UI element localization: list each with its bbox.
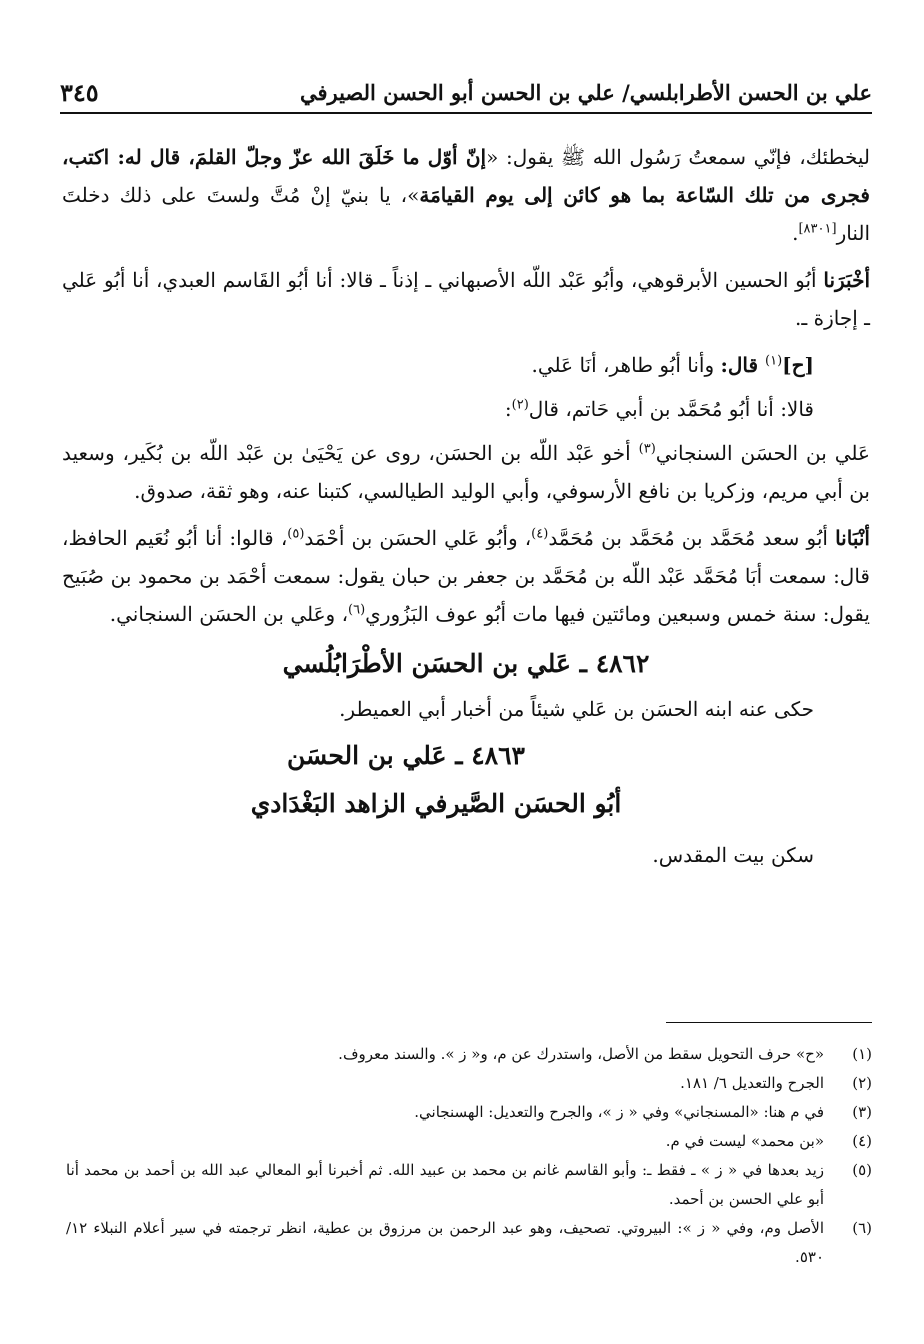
footnote [66, 1040, 872, 1069]
footnote [66, 1214, 872, 1272]
page-number: ٣٤٥ [60, 77, 99, 107]
footnote [66, 1127, 872, 1156]
hadith-intro: ليخطئك، فإنّي سمعتُ رَسُول الله ﷺ يقول: « [486, 145, 870, 169]
footnote [66, 1098, 872, 1127]
main-text [62, 138, 870, 880]
footnote-ref-6: (٦) [348, 602, 366, 618]
footnote-number: (٣) [852, 1103, 872, 1121]
paragraph-hadith [62, 138, 870, 252]
paragraph-isnad-1 [62, 261, 870, 337]
entry-subheading-4863: أبُو الحسَن الصَّيرفي الزاهد البَغْدَادي [250, 789, 622, 818]
tahwil-mark: [ح] [782, 353, 814, 377]
paragraph-biography [62, 434, 870, 510]
qala-colon: : [504, 397, 512, 421]
page-header [60, 72, 872, 114]
footnote-text: الجرح والتعديل ٦/ ١٨١. [680, 1074, 824, 1092]
running-head: علي بن الحسن الأطرابلسي/ علي بن الحسن أبو الحسن الصيرفي [299, 79, 872, 105]
biography-name: عَلي بن الحسَن السنجاني [655, 441, 870, 465]
isnad-text: أبُو الحسين الأبرقوهي، وأبُو عَبْد اللّه الأصبهاني ـ إذناً ـ قالا: أنا أبُو القَاسم العبدي، أنا أبُو عَلي ـ إجازة ـ. [62, 268, 870, 330]
footnote-number: (١) [852, 1045, 872, 1063]
tahwil-text: وأنا أبُو طاهر، أنَا عَلي. [531, 353, 721, 377]
hadith-end: . [792, 221, 799, 245]
footnote-text: «بن محمد» ليست في م. [665, 1132, 824, 1150]
isnad2-part-a: أبُو سعد مُحَمَّد بن مُحَمَّد بن مُحَمَّد [548, 526, 836, 550]
qala-text: قالا: أنا أبُو مُحَمَّد بن أبي حَاتم، قال [528, 397, 814, 421]
footnote-ref-5: (٥) [287, 526, 305, 542]
paragraph-isnad-2 [62, 519, 870, 633]
paragraph-tahwil [62, 346, 870, 384]
biography-text: أخو عَبْد اللّه بن الحسَن، روى عن يَحْيَىٰ بن عَبْد اللّه بن بُكَير، وسعيد بن أبي مريم، وزكريا بن نافع الأرسوفي، وأبي الوليد الطيالسي، كتبنا عنه، وهو ثقة، صدوق. [62, 441, 870, 503]
footnote-number: (٦) [852, 1219, 872, 1237]
footnote-ref-1: (١) [765, 353, 783, 369]
paragraph-qala [62, 390, 870, 428]
hadith-quote: إنّ أوّل ما خَلَقَ الله عزّ وجلّ القلمَ، قال له: اكتب، فجرى من تلك السّاعة بما هو كائن إلى يوم القيامَة [62, 145, 870, 207]
isnad2-part-d: ، وعَلي بن الحسَن السنجاني. [109, 602, 349, 626]
isnad2-part-c: ، قالوا: أنا أبُو نُعَيم الحافظ، قال: سمعت أبَا مُحَمَّد عَبْد اللّه بن مُحَمَّد بن جعفر بن حبان يقول: سمعت أحْمَد بن محمود بن صُبَيح يقول: سنة خمس وسبعين ومائتين فيها مات أبُو عوف البَزُوري [62, 526, 870, 626]
footnote-number: (٢) [852, 1074, 872, 1092]
isnad2-part-b: ، وأبُو عَلي الحسَن بن أحْمَد [304, 526, 532, 550]
entry-heading-4863: ٤٨٦٣ ـ عَلي بن الحسَن [287, 741, 525, 770]
tahwil-qala: قال: [720, 353, 766, 377]
footnotes [66, 1040, 872, 1272]
footnote-ref-2: (٢) [511, 397, 529, 413]
footnote-number: (٥) [852, 1161, 872, 1179]
footnote [66, 1156, 872, 1214]
hadith-continuation: »، يا بنيّ إنْ مُتَّ ولستَ على ذلك دخلتَ النار [62, 183, 870, 245]
footnote-text: زيد بعدها في « ز » ـ فقط ـ: وأبو القاسم غانم بن محمد بن عبيد الله. ثم أخبرنا أبو المعالي عبد الله بن أحمد بن محمد أنا أبو علي الحسن بن أحمد. [66, 1161, 824, 1208]
footnote-ref-3: (٣) [638, 441, 656, 457]
entry-heading-4862: ٤٨٦٢ ـ عَلي بن الحسَن الأطْرَابُلُسي [282, 649, 650, 678]
footnote-text: في م هنا: «المسنجاني» وفي « ز »، والجرح والتعديل: الهسنجاني. [414, 1103, 824, 1121]
footnote-divider [666, 1022, 872, 1023]
hadith-reference: [٨٣٠١] [798, 221, 837, 237]
footnote-ref-4: (٤) [531, 526, 549, 542]
footnote-text: «ح» حرف التحويل سقط من الأصل، واستدرك عن م، و« ز ». والسند معروف. [338, 1045, 824, 1063]
footnote-number: (٤) [852, 1132, 872, 1150]
entry-text-4863: سكن بيت المقدس. [652, 843, 814, 867]
isnad2-lead-word: أنْبَانا [835, 526, 870, 550]
isnad-lead-word: أخْبَرَنا [823, 268, 870, 292]
footnote [66, 1069, 872, 1098]
entry-text-4862: حكى عنه ابنه الحسَن بن عَلي شيئاً من أخبار أبي العميطر. [339, 697, 814, 721]
footnote-text: الأصل وم، وفي « ز »: البيروتي. تصحيف، وهو عبد الرحمن بن مرزوق بن عطية، انظر ترجمته في سير أعلام النبلاء ١٢/ ٥٣٠. [66, 1219, 824, 1266]
